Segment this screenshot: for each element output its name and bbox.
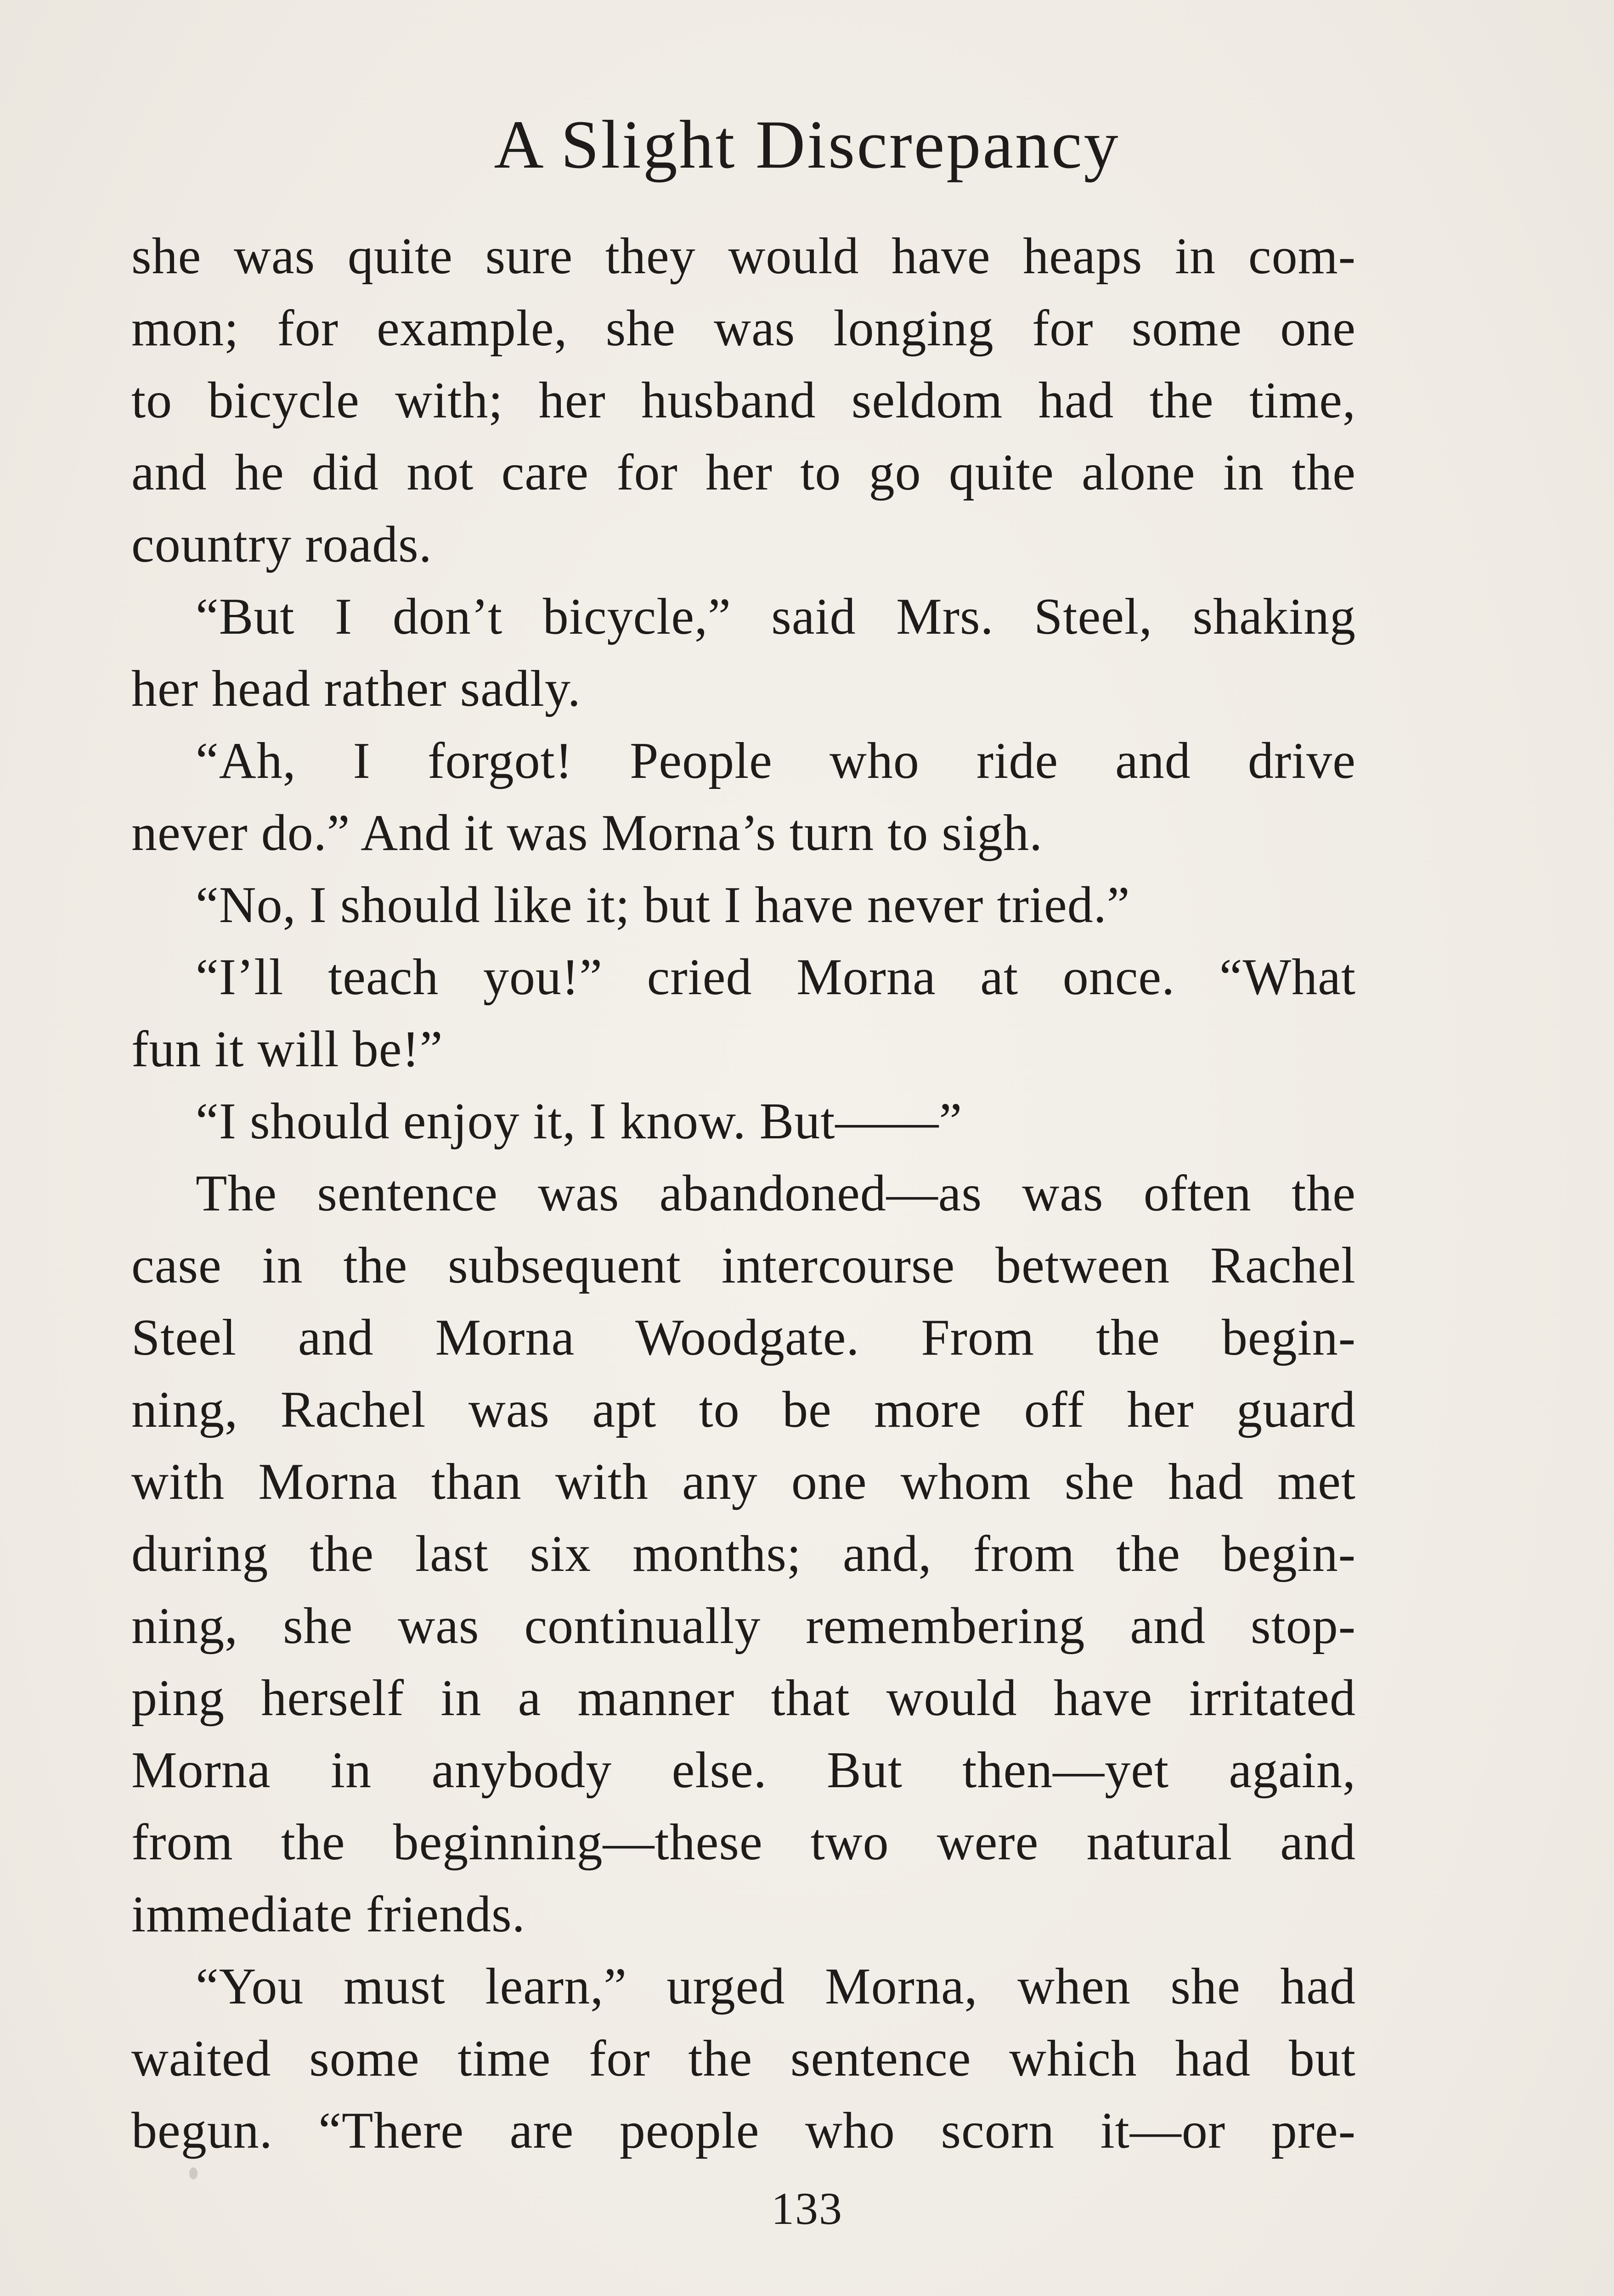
ink-speck bbox=[189, 2167, 198, 2179]
text-line: her head rather sadly. bbox=[131, 660, 581, 717]
text-line: “I’ll teach you!” cried Morna at once. “What bbox=[196, 949, 1356, 1006]
text-line: “You must learn,” urged Morna, when she had bbox=[196, 1958, 1356, 2015]
text-line: waited some time for the sentence which had but bbox=[131, 2030, 1356, 2087]
text-line: mon; for example, she was longing for some one bbox=[131, 300, 1356, 357]
text-line: fun it will be!” bbox=[131, 1021, 443, 1078]
text-line: ping herself in a manner that would have irritated bbox=[131, 1670, 1356, 1727]
text-line: “I should enjoy it, I know. But——” bbox=[196, 1093, 963, 1150]
text-line: and he did not care for her to go quite alone in the bbox=[131, 444, 1356, 501]
text-line: never do.” And it was Morna’s turn to sigh. bbox=[131, 805, 1043, 861]
text-line: Steel and Morna Woodgate. From the begin- bbox=[131, 1309, 1356, 1366]
text-line: immediate friends. bbox=[131, 1886, 525, 1943]
text-line: “Ah, I forgot! People who ride and drive bbox=[196, 732, 1356, 789]
text-line: from the beginning—these two were natural and bbox=[131, 1814, 1356, 1871]
body-text bbox=[131, 220, 1356, 2167]
text-line: to bicycle with; her husband seldom had the time, bbox=[131, 372, 1356, 429]
text-line: ning, Rachel was apt to be more off her guard bbox=[131, 1381, 1356, 1438]
text-line: country roads. bbox=[131, 516, 432, 573]
text-line: The sentence was abandoned—as was often the bbox=[196, 1165, 1356, 1222]
text-line: during the last six months; and, from the begin- bbox=[131, 1525, 1356, 1582]
text-line: “But I don’t bicycle,” said Mrs. Steel, shaking bbox=[196, 588, 1356, 645]
text-line: case in the subsequent intercourse between Rachel bbox=[131, 1237, 1356, 1294]
text-line: begun. “There are people who scorn it—or pre- bbox=[131, 2102, 1356, 2159]
text-line: “No, I should like it; but I have never tried.” bbox=[196, 877, 1130, 934]
text-line: Morna in anybody else. But then—yet again, bbox=[131, 1742, 1356, 1799]
text-line: ning, she was continually remembering and stop- bbox=[131, 1598, 1356, 1654]
page-number: 133 bbox=[771, 2183, 843, 2234]
text-line: she was quite sure they would have heaps in com- bbox=[131, 228, 1356, 285]
running-head: A Slight Discrepancy bbox=[494, 107, 1120, 183]
text-line: with Morna than with any one whom she had met bbox=[131, 1453, 1356, 1510]
